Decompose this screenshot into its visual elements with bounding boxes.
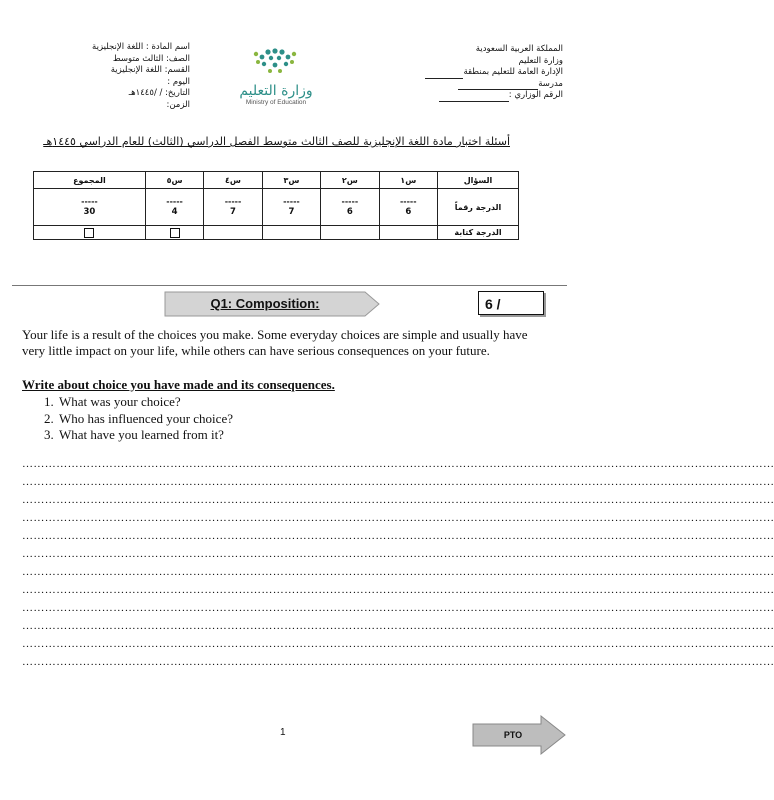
header-q4: س٤ [204, 172, 262, 189]
header-q5: س٥ [145, 172, 203, 189]
answer-line[interactable]: ……………………………………………………………………………………………………………………………………………………………………………… [22, 512, 774, 524]
answer-line[interactable]: ……………………………………………………………………………………………………………………………………………………………………………… [22, 530, 774, 542]
question-score-box: 6 / [478, 291, 544, 315]
ministerial-number-blank [439, 93, 509, 102]
region-label: الإدارة العامة للتعليم بمنطقة [463, 67, 563, 77]
answer-line[interactable]: ……………………………………………………………………………………………………………………………………………………………………………… [22, 602, 774, 614]
header-left-block [70, 42, 190, 111]
score-q5: 4 [171, 207, 178, 217]
prompt-item: 1. What was your choice? [57, 394, 233, 411]
answer-line[interactable]: ……………………………………………………………………………………………………………………………………………………………………………… [22, 566, 774, 578]
score-dash: ----- [81, 197, 98, 206]
answer-line[interactable]: ……………………………………………………………………………………………………………………………………………………………………………… [22, 494, 774, 506]
written-q3-cell [262, 226, 320, 240]
region-line [413, 67, 563, 79]
logo-english-text: Ministry of Education [245, 99, 307, 106]
logo-arabic-text: وزارة التعليم [239, 83, 313, 99]
subject-label: اسم المادة : اللغة الإنجليزية [92, 42, 190, 52]
written-total-cell [34, 226, 146, 240]
header-question: السؤال [438, 172, 519, 189]
kingdom-label: المملكة العربية السعودية [475, 44, 563, 54]
written-q1-cell [379, 226, 437, 240]
question-title: Q1: Composition: [210, 296, 320, 311]
grade-label: الصف: الثالث متوسط [112, 53, 190, 64]
answer-line[interactable]: ……………………………………………………………………………………………………………………………………………………………………………… [22, 548, 774, 560]
score-cell-q3 [262, 189, 320, 226]
ministerial-number-label: الرقم الوزاري : [508, 90, 563, 100]
grades-written-row [34, 226, 519, 240]
score-dash: ----- [399, 197, 417, 206]
prompt-item: 2. Who has influenced your choice? [57, 411, 233, 428]
header-q1: س١ [379, 172, 437, 189]
date-label: التاريخ: / /١٤٤٥هـ [128, 88, 190, 98]
school-label: مدرسة [538, 78, 563, 89]
ministry-logo [228, 46, 324, 108]
checkbox-icon[interactable] [170, 228, 180, 238]
answer-line[interactable]: ……………………………………………………………………………………………………………………………………………………………………………… [22, 458, 774, 470]
prompt-list [22, 394, 233, 444]
score-q4: 7 [230, 207, 236, 217]
score-q2: 6 [346, 207, 353, 217]
score-dash: ----- [341, 197, 359, 206]
score-cell-total [34, 189, 146, 226]
grades-table [33, 171, 519, 240]
department-label: القسم: اللغة الإنجليزية [110, 65, 190, 75]
answer-line[interactable]: ……………………………………………………………………………………………………………………………………………………………………………… [22, 476, 774, 488]
written-q4-cell [204, 226, 262, 240]
ministerial-number-line [413, 90, 563, 102]
school-line [413, 79, 563, 91]
time-label: الزمن: [166, 99, 190, 110]
answer-line[interactable]: ……………………………………………………………………………………………………………………………………………………………………………… [22, 656, 774, 668]
section-divider [12, 285, 567, 286]
score-cell-q2 [321, 189, 379, 226]
written-q5-cell [145, 226, 203, 240]
question-paragraph: Your life is a result of the choices you make. Some everyday choices are simple and usually have very little impact on your life, while others can have serious consequences on your future. [22, 327, 528, 358]
header-total: المجموع [34, 172, 146, 189]
written-row-label: الدرجة كتابة [438, 226, 519, 240]
prompt-item: 3. What have you learned from it? [57, 427, 233, 444]
score-dash: ----- [224, 197, 242, 206]
numeric-row-label: الدرجة رقماً [438, 189, 519, 226]
answer-line[interactable]: ……………………………………………………………………………………………………………………………………………………………………………… [22, 584, 774, 596]
score-cell-q4 [204, 189, 262, 226]
question-instruction: Write about choice you have made and its consequences. [22, 377, 335, 392]
day-label: اليوم : [167, 76, 190, 87]
grades-header-row [34, 172, 519, 189]
ministry-label: وزارة التعليم [518, 55, 563, 66]
answer-line[interactable]: ……………………………………………………………………………………………………………………………………………………………………………… [22, 638, 774, 650]
grades-numeric-row [34, 189, 519, 226]
school-blank [458, 81, 538, 90]
answer-line[interactable]: ……………………………………………………………………………………………………………………………………………………………………………… [22, 620, 774, 632]
exam-title: أسئلة اختبار مادة اللغة الإنجليزية للصف الثالث متوسط الفصل الدراسي (الثالث) للعام الدراسي ١٤٤٥هـ [43, 135, 510, 148]
score-dash: ----- [283, 197, 300, 206]
score-cell-q1 [379, 189, 437, 226]
header-q3: س٣ [262, 172, 320, 189]
page-number: 1 [280, 727, 286, 738]
logo-dots-icon [228, 46, 324, 76]
score-dash: ----- [166, 197, 183, 206]
header-q2: س٢ [321, 172, 379, 189]
pto-label: PTO [503, 730, 523, 740]
region-blank [425, 70, 463, 79]
score-q1: 6 [405, 207, 412, 217]
header-right-block [413, 44, 563, 102]
checkbox-icon[interactable] [84, 228, 94, 238]
score-total: 30 [83, 207, 96, 217]
score-cell-q5 [145, 189, 203, 226]
written-q2-cell [321, 226, 379, 240]
score-q3: 7 [288, 207, 295, 217]
